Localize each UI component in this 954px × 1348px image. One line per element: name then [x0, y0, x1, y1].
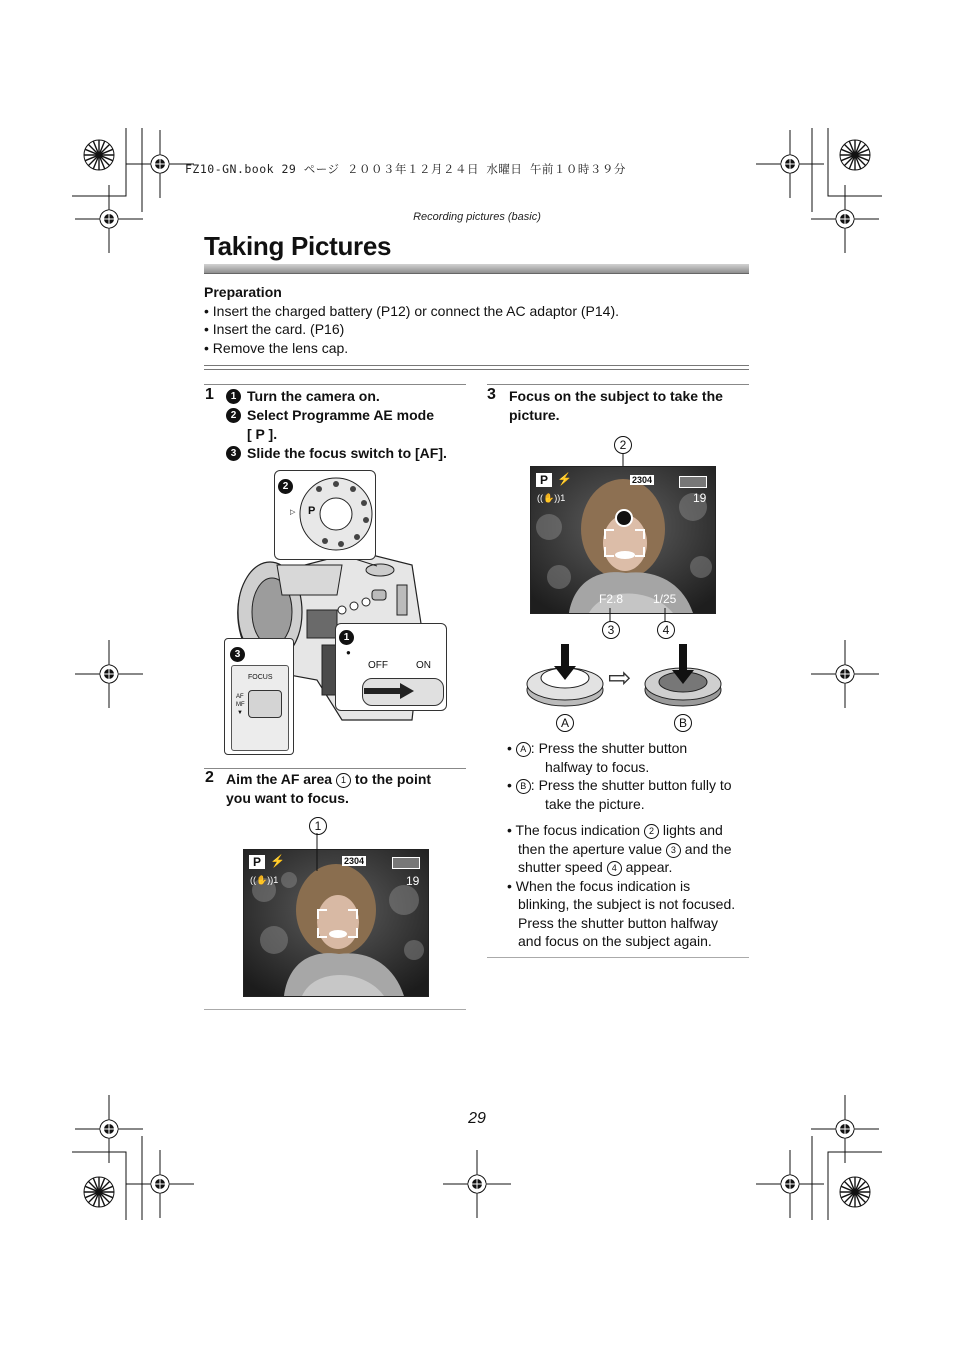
- step2-leader-line: [310, 833, 322, 873]
- switch-dot-icon: ●: [346, 648, 351, 657]
- note1-circ-2: 2: [644, 824, 659, 839]
- note1-e: shutter speed: [518, 859, 603, 875]
- step2-rule: [204, 768, 466, 769]
- af-frame-corner: [348, 928, 358, 938]
- press-b-line1: : Press the shutter button fully to: [530, 777, 732, 793]
- note2-a: • When the focus indication is: [507, 877, 691, 894]
- af-frame-corner: [348, 909, 358, 919]
- callout-3-badge: 3: [230, 647, 245, 662]
- press-explanations: • A : Press the shutter button halfway to focus. • B : Press the shutter button fully to take the picture.: [507, 739, 752, 813]
- stabilizer-icon: ((✋))1: [250, 875, 279, 885]
- af-frame-corner: [604, 529, 614, 539]
- focus-notes: [507, 821, 752, 951]
- shutter-speed: 1/25: [653, 592, 677, 606]
- step3-callout-4: 4: [657, 621, 675, 639]
- press-marker-b: B: [516, 779, 531, 794]
- step3-callout-3: 3: [602, 621, 620, 639]
- press-a-line2: halfway to focus.: [545, 758, 650, 775]
- shutter-half-press-icon: [524, 640, 606, 710]
- preparation-title: Preparation: [204, 284, 282, 300]
- note1-a: • The focus indication: [507, 822, 641, 838]
- lcd-photo-step3: [530, 466, 716, 614]
- stabilizer-icon: ((✋))1: [537, 493, 566, 503]
- down-arrow-icon: ▼: [237, 710, 243, 716]
- remaining-shots: 19: [406, 874, 420, 888]
- preparation-item: • Remove the lens cap.: [204, 339, 349, 356]
- mode-p-indicator: P: [249, 855, 265, 869]
- step1-sub2-text: Select Programme AE mode: [247, 407, 434, 423]
- step3-callout-a: A: [556, 714, 574, 732]
- focus-indicator-icon: [615, 509, 633, 527]
- step1-marker-3: 3: [226, 446, 241, 461]
- note1-circ-4: 4: [607, 861, 622, 876]
- focus-switch-inset: [224, 638, 294, 755]
- callout-1-badge: 1: [339, 630, 354, 645]
- dial-arrow-icon: ▷: [290, 509, 296, 516]
- preparation-item: • Insert the card. (P16): [204, 321, 345, 337]
- step3-instructions: [509, 387, 749, 425]
- note1-circ-3: 3: [666, 843, 681, 858]
- camera-illustration: [222, 470, 452, 755]
- print-header: FZ10-GN.book 29 ページ ２００３年１２月２４日 水曜日 午前１０時３９分: [185, 162, 626, 176]
- note1-c: then the aperture value: [518, 840, 662, 857]
- step3-callout-b: B: [674, 714, 692, 732]
- step2-text-a: Aim the AF area: [226, 771, 333, 787]
- step2-text-c: you want to focus.: [226, 790, 349, 806]
- step2-callout-1: 1: [309, 817, 327, 835]
- page-number: 29: [468, 1110, 486, 1127]
- note2-d: and focus on the subject again.: [518, 933, 712, 949]
- slide-arrow-icon: [364, 682, 416, 700]
- dial-p-label: P: [308, 505, 316, 517]
- step2-bottom-rule: [204, 1009, 466, 1010]
- af-label: AF: [236, 694, 244, 700]
- press-a-line1: : Press the shutter button: [530, 740, 688, 756]
- step3-callout-2: 2: [614, 436, 632, 454]
- step1-marker-2: 2: [226, 408, 241, 423]
- press-marker-a: A: [516, 742, 531, 757]
- step2-instructions: [226, 770, 466, 808]
- remaining-shots: 19: [693, 491, 707, 505]
- step3-text-b: picture.: [509, 407, 560, 423]
- mode-p-indicator: P: [536, 473, 552, 487]
- battery-icon: [679, 476, 707, 488]
- aperture-value: F2.8: [599, 592, 624, 606]
- af-frame-corner: [635, 547, 645, 557]
- picture-size-badge: 2304: [344, 856, 365, 866]
- preparation-divider: [204, 365, 749, 370]
- flash-icon: ⚡: [557, 472, 572, 486]
- picture-size-badge: 2304: [632, 475, 653, 485]
- step1-sub3-text: Slide the focus switch to [AF].: [247, 445, 447, 461]
- step1-number: 1: [205, 386, 214, 403]
- section-title: Recording pictures (basic): [413, 211, 541, 223]
- focus-label: FOCUS: [248, 674, 273, 681]
- step3-rule: [487, 384, 749, 385]
- callout-2-badge: 2: [278, 479, 293, 494]
- step1-sub2-text2: [ P ].: [247, 426, 278, 442]
- preparation-item: • Insert the charged battery (P12) or connect the AC adaptor (P14).: [204, 302, 620, 319]
- next-arrow-icon: ⇨: [608, 662, 632, 693]
- step3-bottom-rule: [487, 957, 749, 958]
- note1-d: and the: [684, 840, 732, 857]
- mode-dial-inset: [274, 470, 376, 560]
- step3-text-a: Focus on the subject to take the: [509, 388, 723, 404]
- af-frame-corner: [635, 529, 645, 539]
- step2-text-b: to the point: [354, 771, 432, 787]
- af-frame-corner: [604, 547, 614, 557]
- step1-instructions: [226, 387, 466, 463]
- step2-number: 2: [205, 769, 214, 786]
- mf-label: MF: [236, 702, 245, 708]
- flash-icon: ⚡: [270, 854, 285, 868]
- battery-icon: [392, 857, 420, 869]
- press-b-line2: take the picture.: [545, 795, 645, 812]
- af-frame-corner: [317, 928, 327, 938]
- switch-on-label: ON: [416, 660, 431, 671]
- preparation-block: [204, 283, 749, 357]
- power-switch-inset: [335, 623, 447, 711]
- title-underline: [204, 264, 749, 274]
- switch-off-label: OFF: [368, 660, 388, 671]
- step2-circ: 1: [336, 773, 351, 788]
- lcd-photo-step2: [243, 849, 429, 997]
- note1-b: lights and: [662, 822, 723, 838]
- step3-number: 3: [487, 386, 496, 403]
- note2-c: Press the shutter button halfway: [518, 914, 718, 931]
- note2-b: blinking, the subject is not focused.: [518, 896, 736, 912]
- focus-slider-icon: [248, 690, 282, 718]
- af-frame-corner: [317, 909, 327, 919]
- step1-rule: [204, 384, 466, 385]
- step1-sub1-text: Turn the camera on.: [247, 388, 380, 404]
- note1-f: appear.: [625, 859, 673, 875]
- shutter-full-press-icon: [642, 640, 724, 710]
- page-title: Taking Pictures: [204, 231, 392, 261]
- step1-marker-1: 1: [226, 389, 241, 404]
